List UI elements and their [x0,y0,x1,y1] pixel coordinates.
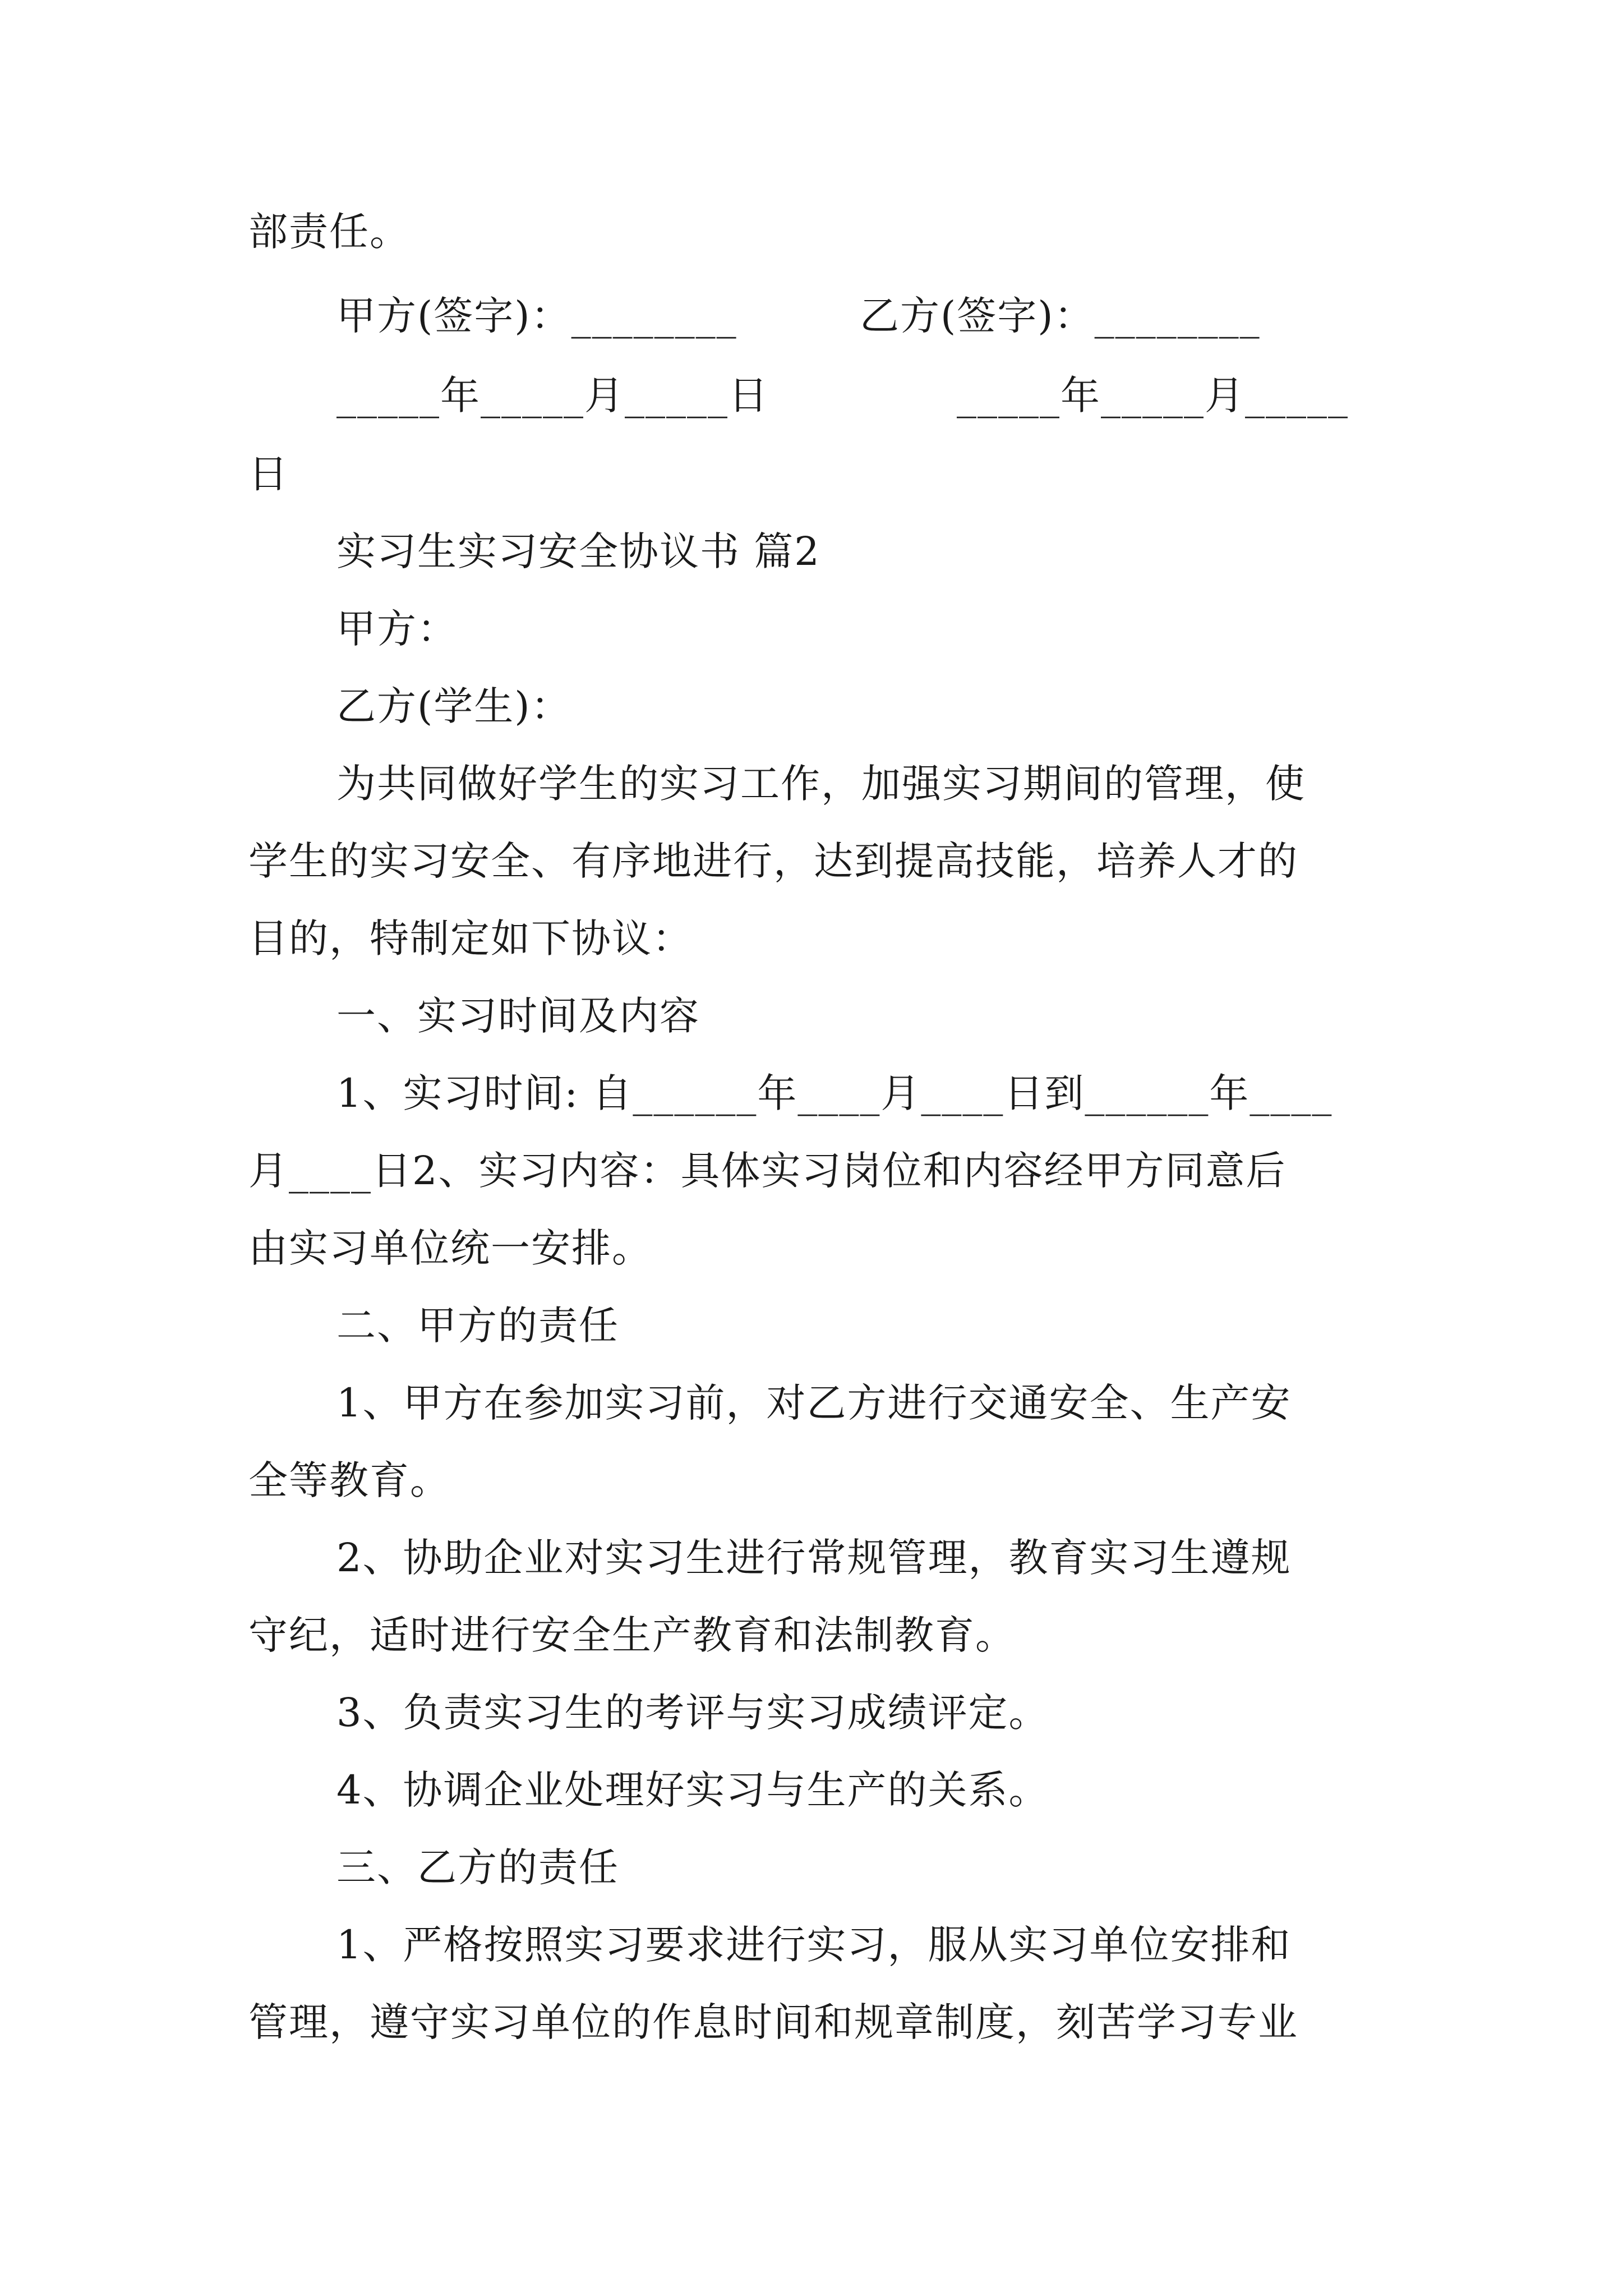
party-a-label: 甲方： [336,606,458,652]
section-title: 实习生实习安全协议书 篇2 [336,528,820,574]
paragraph-line: 3、负责实习生的考评与实习成绩评定。 [336,1690,1049,1736]
paragraph-line: 1、甲方在参加实习前，对乙方进行交通安全、生产安 [336,1380,1292,1426]
paragraph-line: 4、协调企业处理好实习与生产的关系。 [336,1767,1049,1813]
party-b-date-line: _____年_____月_____ [957,372,1349,418]
party-a-signature-line: 甲方(签字)：________ [336,293,737,339]
paragraph-line: 由实习单位统一安排。 [248,1225,652,1271]
paragraph-line: 为共同做好学生的实习工作，加强实习期间的管理，使 [336,761,1306,807]
paragraph-line: 目的，特制定如下协议： [248,915,693,961]
paragraph-line: 1、实习时间: 自______年____月____日到______年____ [336,1070,1333,1116]
paragraph-line: 2、协助企业对实习生进行常规管理，教育实习生遵规 [336,1535,1292,1581]
heading-line: 二、甲方的责任 [336,1303,619,1349]
paragraph-line: 全等教育。 [248,1457,450,1503]
paragraph-line: 学生的实习安全、有序地进行，达到提高技能，培养人才的 [248,838,1298,884]
party-b-label: 乙方(学生)： [336,683,571,729]
paragraph-line: 1、严格按照实习要求进行实习，服从实习单位安排和 [336,1922,1292,1968]
heading-line: 一、实习时间及内容 [336,993,700,1039]
paragraph-line: 守纪，适时进行安全生产教育和法制教育。 [248,1612,1016,1658]
text-line: 部责任。 [248,209,410,255]
party-a-date-line: _____年_____月_____日 [336,372,769,418]
paragraph-line: 月____日2、实习内容：具体实习岗位和内容经甲方同意后 [248,1148,1287,1194]
party-b-signature-line: 乙方(签字)：________ [860,293,1261,339]
text-line: 日 [248,451,289,497]
paragraph-line: 管理，遵守实习单位的作息时间和规章制度，刻苦学习专业 [248,1999,1298,2045]
heading-line: 三、乙方的责任 [336,1844,619,1890]
